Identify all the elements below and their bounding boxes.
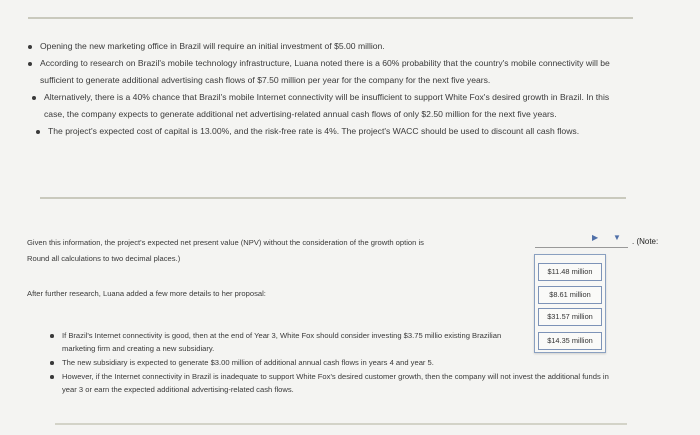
- intro-bullet-list: [28, 38, 628, 140]
- intro-bullet-investment: Opening the new marketing office in Brazil will require an initial investment of $5.00 million.: [28, 38, 628, 55]
- intro-bullet-good-connectivity: According to research on Brazil's mobile technology infrastructure, Luana noted there is a 60% probability that the country's mobile connectivity will be sufficient to generate additional advertising cash flows of $7.50 million per year for the company for the next five years.: [28, 55, 628, 89]
- intro-bullet-poor-connectivity: Alternatively, there is a 40% chance that Brazil's mobile Internet connectivity will be insufficient to support White Fox's desired growth in Brazil. In this case, the company expects to generate additional net advertising-related annual cash flows of only $2.50 million for the next five years.: [32, 89, 628, 123]
- cursor-arrow-icon: ▶: [592, 233, 599, 242]
- dropdown-option[interactable]: $31.57 million: [538, 308, 602, 326]
- dropdown-option[interactable]: $14.35 million: [538, 332, 602, 350]
- dropdown-arrow-icon[interactable]: ▼: [613, 233, 621, 242]
- top-divider: [28, 17, 633, 19]
- npv-question-text: Given this information, the project's expected net present value (NPV) without the consideration of the growth option is: [27, 238, 424, 247]
- further-research-text: After further research, Luana added a few more details to her proposal:: [27, 289, 266, 298]
- bottom-divider: [55, 423, 627, 425]
- detail-bullet-list: [50, 329, 610, 396]
- middle-divider: [40, 197, 626, 199]
- note-label: . (Note:: [632, 237, 659, 246]
- detail-bullet-subsidiary-cash-flows: The new subsidiary is expected to generate $3.00 million of additional annual cash flows in years 4 and year 5.: [50, 356, 610, 369]
- intro-bullet-cost-of-capital: The project's expected cost of capital is 13.00%, and the risk-free rate is 4%. The project's WACC should be used to discount all cash flows.: [36, 123, 628, 140]
- rounding-instruction: Round all calculations to two decimal places.): [27, 254, 181, 263]
- detail-bullet-expansion: If Brazil's Internet connectivity is good, then at the end of Year 3, White Fox should consider investing $3.75 millio existing Brazilian marketing firm and creating a new subsidiary.: [50, 329, 532, 355]
- dropdown-option[interactable]: $11.48 million: [538, 263, 602, 281]
- detail-bullet-no-investment: However, if the Internet connectivity in Brazil is inadequate to support White Fox's desired customer growth, then the company will not invest the additional funds in year 3 or earn the expected additional advertising-related cash flows.: [50, 370, 610, 396]
- dropdown-option[interactable]: $8.61 million: [538, 286, 602, 304]
